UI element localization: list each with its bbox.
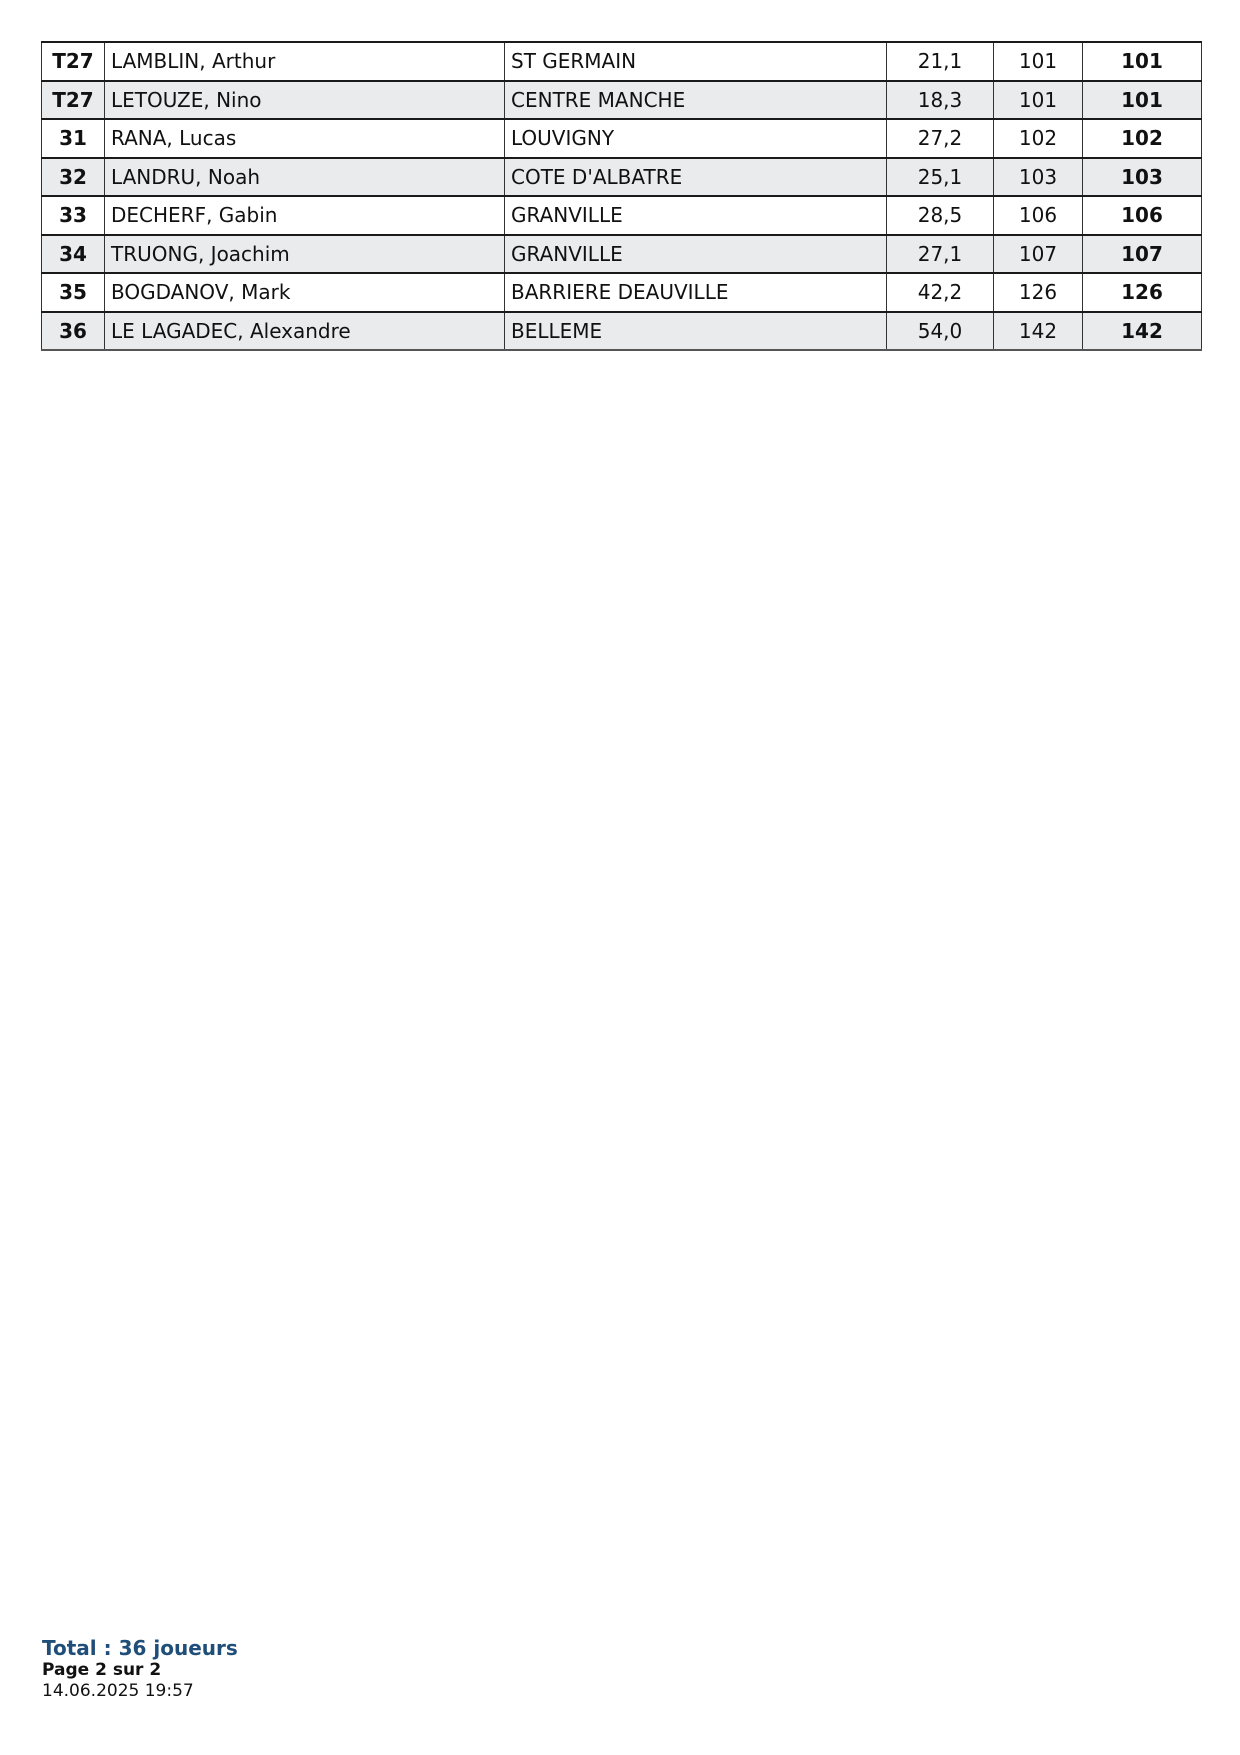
gross-score-cell: 101: [994, 81, 1083, 120]
total-score-cell: 106: [1083, 196, 1202, 235]
gross-score-cell: 102: [994, 119, 1083, 158]
total-score-cell: 102: [1083, 119, 1202, 158]
club-cell: ST GERMAIN: [505, 42, 887, 81]
rank-cell: 36: [42, 312, 105, 351]
index-cell: 18,3: [887, 81, 994, 120]
player-name-cell: LE LAGADEC, Alexandre: [105, 312, 505, 351]
total-players: Total : 36 joueurs: [42, 1636, 238, 1660]
rank-cell: 32: [42, 158, 105, 197]
gross-score-cell: 126: [994, 273, 1083, 312]
total-score-cell: 126: [1083, 273, 1202, 312]
total-score-cell: 107: [1083, 235, 1202, 274]
rank-cell: T27: [42, 42, 105, 81]
table-row: [42, 312, 1202, 351]
index-cell: 25,1: [887, 158, 994, 197]
index-cell: 54,0: [887, 312, 994, 351]
club-cell: GRANVILLE: [505, 235, 887, 274]
index-cell: 21,1: [887, 42, 994, 81]
table-row: [42, 196, 1202, 235]
total-score-cell: 101: [1083, 81, 1202, 120]
rank-cell: 34: [42, 235, 105, 274]
index-cell: 27,2: [887, 119, 994, 158]
index-cell: 28,5: [887, 196, 994, 235]
club-cell: LOUVIGNY: [505, 119, 887, 158]
results-table: [41, 41, 1202, 351]
player-name-cell: BOGDANOV, Mark: [105, 273, 505, 312]
table-row: [42, 42, 1202, 81]
rank-cell: 33: [42, 196, 105, 235]
club-cell: CENTRE MANCHE: [505, 81, 887, 120]
gross-score-cell: 101: [994, 42, 1083, 81]
club-cell: COTE D'ALBATRE: [505, 158, 887, 197]
rank-cell: T27: [42, 81, 105, 120]
gross-score-cell: 106: [994, 196, 1083, 235]
club-cell: BARRIERE DEAUVILLE: [505, 273, 887, 312]
total-score-cell: 103: [1083, 158, 1202, 197]
player-name-cell: TRUONG, Joachim: [105, 235, 505, 274]
page-number: Page 2 sur 2: [42, 1660, 162, 1680]
page-footer: [42, 1636, 238, 1702]
club-cell: BELLEME: [505, 312, 887, 351]
player-name-cell: RANA, Lucas: [105, 119, 505, 158]
table-row: [42, 158, 1202, 197]
table-row: [42, 273, 1202, 312]
player-name-cell: DECHERF, Gabin: [105, 196, 505, 235]
total-score-cell: 142: [1083, 312, 1202, 351]
player-name-cell: LANDRU, Noah: [105, 158, 505, 197]
rank-cell: 35: [42, 273, 105, 312]
index-cell: 42,2: [887, 273, 994, 312]
player-name-cell: LETOUZE, Nino: [105, 81, 505, 120]
player-name-cell: LAMBLIN, Arthur: [105, 42, 505, 81]
gross-score-cell: 107: [994, 235, 1083, 274]
rank-cell: 31: [42, 119, 105, 158]
table-row: [42, 235, 1202, 274]
table-row: [42, 81, 1202, 120]
index-cell: 27,1: [887, 235, 994, 274]
gross-score-cell: 142: [994, 312, 1083, 351]
club-cell: GRANVILLE: [505, 196, 887, 235]
gross-score-cell: 103: [994, 158, 1083, 197]
total-score-cell: 101: [1083, 42, 1202, 81]
table-row: [42, 119, 1202, 158]
print-timestamp: 14.06.2025 19:57: [42, 1681, 194, 1701]
